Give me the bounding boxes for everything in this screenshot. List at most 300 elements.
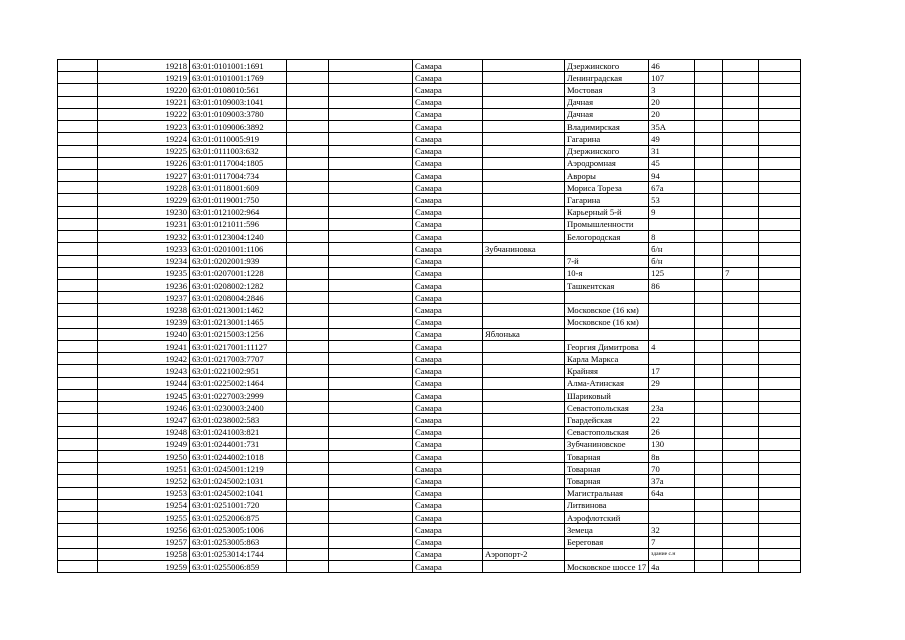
- cell-empty: [329, 377, 413, 389]
- cell-cadastral-number: 63:01:0109003:3780: [190, 108, 287, 120]
- cell-house: 45: [649, 157, 695, 169]
- cell-apartment: [723, 316, 759, 328]
- cell-index: [58, 341, 98, 353]
- cell-cadastral-number: 63:01:0251001:720: [190, 499, 287, 511]
- cell-empty: [287, 304, 329, 316]
- cell-house: 64а: [649, 487, 695, 499]
- cell-building: [695, 121, 723, 133]
- cell-house: 23а: [649, 402, 695, 414]
- cell-apartment: [723, 157, 759, 169]
- cell-empty: [287, 451, 329, 463]
- cell-empty: [759, 328, 801, 340]
- cell-index: [58, 218, 98, 230]
- table-row: [58, 487, 801, 499]
- cell-empty: [759, 267, 801, 279]
- cell-city: Самара: [413, 255, 483, 267]
- cell-empty: [759, 414, 801, 426]
- cell-house: [649, 316, 695, 328]
- cell-row-number: 19248: [98, 426, 190, 438]
- cell-street: Мориса Тореза: [565, 182, 649, 194]
- cell-building: [695, 389, 723, 401]
- cell-row-number: 19233: [98, 243, 190, 255]
- cell-city: Самара: [413, 512, 483, 524]
- cell-apartment: [723, 560, 759, 572]
- cell-empty: [759, 72, 801, 84]
- cell-cadastral-number: 63:01:0245002:1041: [190, 487, 287, 499]
- cell-city: Самара: [413, 487, 483, 499]
- cell-row-number: 19251: [98, 463, 190, 475]
- cell-building: [695, 365, 723, 377]
- cell-empty: [329, 316, 413, 328]
- cell-apartment: [723, 218, 759, 230]
- cell-building: [695, 267, 723, 279]
- cell-apartment: [723, 451, 759, 463]
- cell-row-number: 19231: [98, 218, 190, 230]
- cell-index: [58, 169, 98, 181]
- cell-city: Самара: [413, 108, 483, 120]
- cell-apartment: [723, 84, 759, 96]
- cell-building: [695, 206, 723, 218]
- cell-empty: [759, 365, 801, 377]
- cell-house: [649, 499, 695, 511]
- cell-apartment: [723, 108, 759, 120]
- cell-street: 7-й: [565, 255, 649, 267]
- cell-index: [58, 231, 98, 243]
- cell-building: [695, 133, 723, 145]
- cell-city: Самара: [413, 426, 483, 438]
- cell-empty: [329, 60, 413, 72]
- cell-empty: [759, 157, 801, 169]
- cell-building: [695, 72, 723, 84]
- cell-empty: [329, 72, 413, 84]
- cell-index: [58, 365, 98, 377]
- cell-empty: [759, 206, 801, 218]
- cell-city: Самара: [413, 365, 483, 377]
- cell-empty: [287, 377, 329, 389]
- cell-cadastral-number: 63:01:0101001:1691: [190, 60, 287, 72]
- cell-house: 70: [649, 463, 695, 475]
- cell-apartment: [723, 133, 759, 145]
- table-row: [58, 365, 801, 377]
- cell-house: 29: [649, 377, 695, 389]
- cell-row-number: 19254: [98, 499, 190, 511]
- cell-empty: [329, 475, 413, 487]
- cell-building: [695, 96, 723, 108]
- cell-building: [695, 560, 723, 572]
- cell-street: Товарная: [565, 451, 649, 463]
- cell-house: [649, 292, 695, 304]
- table-row: [58, 60, 801, 72]
- cell-house: [649, 328, 695, 340]
- table-row: [58, 328, 801, 340]
- spreadsheet: [57, 59, 801, 573]
- cell-street: Гвардейская: [565, 414, 649, 426]
- cell-building: [695, 377, 723, 389]
- cell-row-number: 19221: [98, 96, 190, 108]
- cell-cadastral-number: 63:01:0121002:964: [190, 206, 287, 218]
- table-row: [58, 267, 801, 279]
- cell-city: Самара: [413, 499, 483, 511]
- table-row: [58, 341, 801, 353]
- cell-house: [649, 512, 695, 524]
- cell-city: Самара: [413, 60, 483, 72]
- cell-empty: [759, 475, 801, 487]
- cell-city: Самара: [413, 524, 483, 536]
- cell-building: [695, 60, 723, 72]
- cell-row-number: 19218: [98, 60, 190, 72]
- cell-street: [565, 548, 649, 560]
- cell-empty: [759, 341, 801, 353]
- cell-row-number: 19250: [98, 451, 190, 463]
- cell-apartment: [723, 194, 759, 206]
- cell-district: [483, 60, 565, 72]
- cell-row-number: 19243: [98, 365, 190, 377]
- cell-house: 3: [649, 84, 695, 96]
- cell-house: 49: [649, 133, 695, 145]
- cell-empty: [329, 145, 413, 157]
- cell-building: [695, 536, 723, 548]
- cell-apartment: [723, 402, 759, 414]
- cell-street: Севастопольская: [565, 402, 649, 414]
- cell-index: [58, 145, 98, 157]
- cell-cadastral-number: 63:01:0244001:731: [190, 438, 287, 450]
- cell-cadastral-number: 63:01:0117004:1805: [190, 157, 287, 169]
- cell-index: [58, 560, 98, 572]
- cell-row-number: 19224: [98, 133, 190, 145]
- cell-district: [483, 255, 565, 267]
- table-row: [58, 218, 801, 230]
- cell-cadastral-number: 63:01:0252006:875: [190, 512, 287, 524]
- cell-empty: [287, 548, 329, 560]
- cell-city: Самара: [413, 438, 483, 450]
- cell-empty: [759, 84, 801, 96]
- cell-index: [58, 133, 98, 145]
- cell-district: [483, 194, 565, 206]
- cell-row-number: 19252: [98, 475, 190, 487]
- cell-row-number: 19227: [98, 169, 190, 181]
- table-row: [58, 206, 801, 218]
- cell-empty: [759, 499, 801, 511]
- cell-empty: [329, 96, 413, 108]
- cell-street: Московское (16 км): [565, 304, 649, 316]
- cell-district: [483, 426, 565, 438]
- cell-index: [58, 536, 98, 548]
- cell-street: Дзержинского: [565, 145, 649, 157]
- cell-street: Дачная: [565, 96, 649, 108]
- cell-house: 67а: [649, 182, 695, 194]
- cell-street: Авроры: [565, 169, 649, 181]
- cell-house: [649, 353, 695, 365]
- cell-index: [58, 451, 98, 463]
- cell-empty: [329, 426, 413, 438]
- table-row: [58, 316, 801, 328]
- cell-district: [483, 487, 565, 499]
- table-row: [58, 157, 801, 169]
- cell-district: Яблонька: [483, 328, 565, 340]
- cell-house: 35А: [649, 121, 695, 133]
- cell-street: Московское (16 км): [565, 316, 649, 328]
- cell-apartment: [723, 487, 759, 499]
- cell-district: [483, 316, 565, 328]
- cell-row-number: 19235: [98, 267, 190, 279]
- cell-city: Самара: [413, 267, 483, 279]
- cell-index: [58, 353, 98, 365]
- table-row: [58, 548, 801, 560]
- cell-house: здание с.н: [649, 548, 695, 560]
- table-row: [58, 84, 801, 96]
- cell-city: Самара: [413, 72, 483, 84]
- cell-apartment: [723, 279, 759, 291]
- table-row: [58, 231, 801, 243]
- cell-empty: [287, 341, 329, 353]
- cell-index: [58, 121, 98, 133]
- cell-row-number: 19246: [98, 402, 190, 414]
- cell-district: [483, 292, 565, 304]
- table-row: [58, 255, 801, 267]
- cell-empty: [287, 512, 329, 524]
- cell-district: [483, 365, 565, 377]
- cell-empty: [287, 438, 329, 450]
- cell-street: Товарная: [565, 463, 649, 475]
- cell-empty: [329, 451, 413, 463]
- cell-empty: [759, 145, 801, 157]
- cell-cadastral-number: 63:01:0225002:1464: [190, 377, 287, 389]
- cell-empty: [759, 524, 801, 536]
- cell-row-number: 19242: [98, 353, 190, 365]
- cell-building: [695, 218, 723, 230]
- cell-house: 46: [649, 60, 695, 72]
- cell-index: [58, 206, 98, 218]
- cell-building: [695, 414, 723, 426]
- cell-city: Самара: [413, 218, 483, 230]
- table-row: [58, 279, 801, 291]
- cell-building: [695, 145, 723, 157]
- cell-district: [483, 475, 565, 487]
- cell-city: Самара: [413, 292, 483, 304]
- cell-apartment: [723, 169, 759, 181]
- cell-building: [695, 194, 723, 206]
- cell-street: Магистральная: [565, 487, 649, 499]
- cell-district: [483, 133, 565, 145]
- cell-city: Самара: [413, 402, 483, 414]
- cell-row-number: 19241: [98, 341, 190, 353]
- table-row: [58, 402, 801, 414]
- cell-index: [58, 414, 98, 426]
- cell-empty: [329, 365, 413, 377]
- cell-row-number: 19220: [98, 84, 190, 96]
- cell-apartment: [723, 377, 759, 389]
- cell-index: [58, 524, 98, 536]
- cell-empty: [759, 96, 801, 108]
- table-row: [58, 463, 801, 475]
- cell-row-number: 19229: [98, 194, 190, 206]
- cell-empty: [287, 194, 329, 206]
- cell-apartment: [723, 512, 759, 524]
- cell-empty: [329, 328, 413, 340]
- table-row: [58, 536, 801, 548]
- cell-row-number: 19228: [98, 182, 190, 194]
- cell-apartment: [723, 353, 759, 365]
- cell-apartment: [723, 365, 759, 377]
- cell-empty: [759, 121, 801, 133]
- cell-row-number: 19223: [98, 121, 190, 133]
- cell-district: [483, 121, 565, 133]
- cell-row-number: 19237: [98, 292, 190, 304]
- cell-apartment: [723, 292, 759, 304]
- cell-empty: [759, 304, 801, 316]
- cell-cadastral-number: 63:01:0123004:1240: [190, 231, 287, 243]
- cell-empty: [329, 438, 413, 450]
- cell-row-number: 19256: [98, 524, 190, 536]
- cell-apartment: 7: [723, 267, 759, 279]
- cell-index: [58, 463, 98, 475]
- cell-house: 8в: [649, 451, 695, 463]
- cell-cadastral-number: 63:01:0238002:583: [190, 414, 287, 426]
- cell-house: [649, 304, 695, 316]
- cell-building: [695, 84, 723, 96]
- cell-apartment: [723, 438, 759, 450]
- cell-street: Земеца: [565, 524, 649, 536]
- cell-apartment: [723, 548, 759, 560]
- cell-empty: [329, 255, 413, 267]
- cell-district: [483, 377, 565, 389]
- cell-street: Мостовая: [565, 84, 649, 96]
- cell-building: [695, 169, 723, 181]
- cell-row-number: 19249: [98, 438, 190, 450]
- cell-empty: [287, 536, 329, 548]
- cell-index: [58, 96, 98, 108]
- table-body: [58, 60, 801, 573]
- cell-cadastral-number: 63:01:0253005:1006: [190, 524, 287, 536]
- cell-index: [58, 377, 98, 389]
- cell-row-number: 19258: [98, 548, 190, 560]
- cell-empty: [759, 487, 801, 499]
- cell-empty: [287, 243, 329, 255]
- cell-row-number: 19257: [98, 536, 190, 548]
- cell-empty: [329, 84, 413, 96]
- cell-house: 8: [649, 231, 695, 243]
- cell-cadastral-number: 63:01:0121011:596: [190, 218, 287, 230]
- cell-city: Самара: [413, 133, 483, 145]
- cell-empty: [759, 512, 801, 524]
- cell-empty: [759, 463, 801, 475]
- cell-building: [695, 182, 723, 194]
- cell-empty: [759, 218, 801, 230]
- cell-city: Самара: [413, 353, 483, 365]
- cell-street: 10-я: [565, 267, 649, 279]
- cell-empty: [287, 487, 329, 499]
- cell-street: [565, 292, 649, 304]
- cell-building: [695, 328, 723, 340]
- cell-index: [58, 512, 98, 524]
- cell-district: [483, 84, 565, 96]
- cell-street: Гагарина: [565, 133, 649, 145]
- cell-district: [483, 206, 565, 218]
- cell-empty: [287, 328, 329, 340]
- cell-district: [483, 560, 565, 572]
- cell-building: [695, 255, 723, 267]
- cell-street: Московское шоссе 17: [565, 560, 649, 572]
- cell-district: [483, 231, 565, 243]
- table-row: [58, 243, 801, 255]
- cell-city: Самара: [413, 206, 483, 218]
- cell-street: Аэродромная: [565, 157, 649, 169]
- cell-empty: [759, 316, 801, 328]
- cell-empty: [759, 389, 801, 401]
- cell-apartment: [723, 389, 759, 401]
- cell-street: Белогородская: [565, 231, 649, 243]
- cell-empty: [287, 426, 329, 438]
- cell-apartment: [723, 328, 759, 340]
- cell-street: Гагарина: [565, 194, 649, 206]
- cell-empty: [287, 499, 329, 511]
- cell-building: [695, 438, 723, 450]
- cell-empty: [287, 316, 329, 328]
- cell-empty: [287, 475, 329, 487]
- cell-building: [695, 304, 723, 316]
- cell-city: Самара: [413, 243, 483, 255]
- cell-empty: [287, 414, 329, 426]
- cell-cadastral-number: 63:01:0217001:11127: [190, 341, 287, 353]
- cell-cadastral-number: 63:01:0119001:750: [190, 194, 287, 206]
- cell-row-number: 19255: [98, 512, 190, 524]
- cell-empty: [287, 60, 329, 72]
- cell-city: Самара: [413, 389, 483, 401]
- table-row: [58, 145, 801, 157]
- cell-district: [483, 438, 565, 450]
- cell-empty: [759, 231, 801, 243]
- cell-apartment: [723, 96, 759, 108]
- cell-district: Зубчаниновка: [483, 243, 565, 255]
- cell-building: [695, 353, 723, 365]
- cell-empty: [759, 108, 801, 120]
- cell-street: Владимирская: [565, 121, 649, 133]
- cell-row-number: 19236: [98, 279, 190, 291]
- cell-empty: [759, 438, 801, 450]
- cell-row-number: 19247: [98, 414, 190, 426]
- cell-empty: [287, 96, 329, 108]
- cell-empty: [329, 341, 413, 353]
- cell-building: [695, 524, 723, 536]
- cell-city: Самара: [413, 169, 483, 181]
- table-row: [58, 108, 801, 120]
- cell-building: [695, 512, 723, 524]
- cell-district: [483, 169, 565, 181]
- cell-street: [565, 243, 649, 255]
- cell-cadastral-number: 63:01:0245002:1031: [190, 475, 287, 487]
- cell-district: [483, 524, 565, 536]
- cell-empty: [287, 182, 329, 194]
- cell-index: [58, 499, 98, 511]
- cell-cadastral-number: 63:01:0230003:2400: [190, 402, 287, 414]
- cell-house: б/н: [649, 255, 695, 267]
- cell-empty: [329, 304, 413, 316]
- table-row: [58, 389, 801, 401]
- cell-row-number: 19239: [98, 316, 190, 328]
- cell-row-number: 19230: [98, 206, 190, 218]
- cell-building: [695, 157, 723, 169]
- cell-building: [695, 402, 723, 414]
- cell-cadastral-number: 63:01:0241003:821: [190, 426, 287, 438]
- cell-street: Карьерный 5-й: [565, 206, 649, 218]
- cell-city: Самара: [413, 84, 483, 96]
- cell-empty: [287, 72, 329, 84]
- cell-empty: [287, 353, 329, 365]
- cell-city: Самара: [413, 304, 483, 316]
- cell-apartment: [723, 414, 759, 426]
- cell-street: Зубчаниновское: [565, 438, 649, 450]
- table-row: [58, 560, 801, 572]
